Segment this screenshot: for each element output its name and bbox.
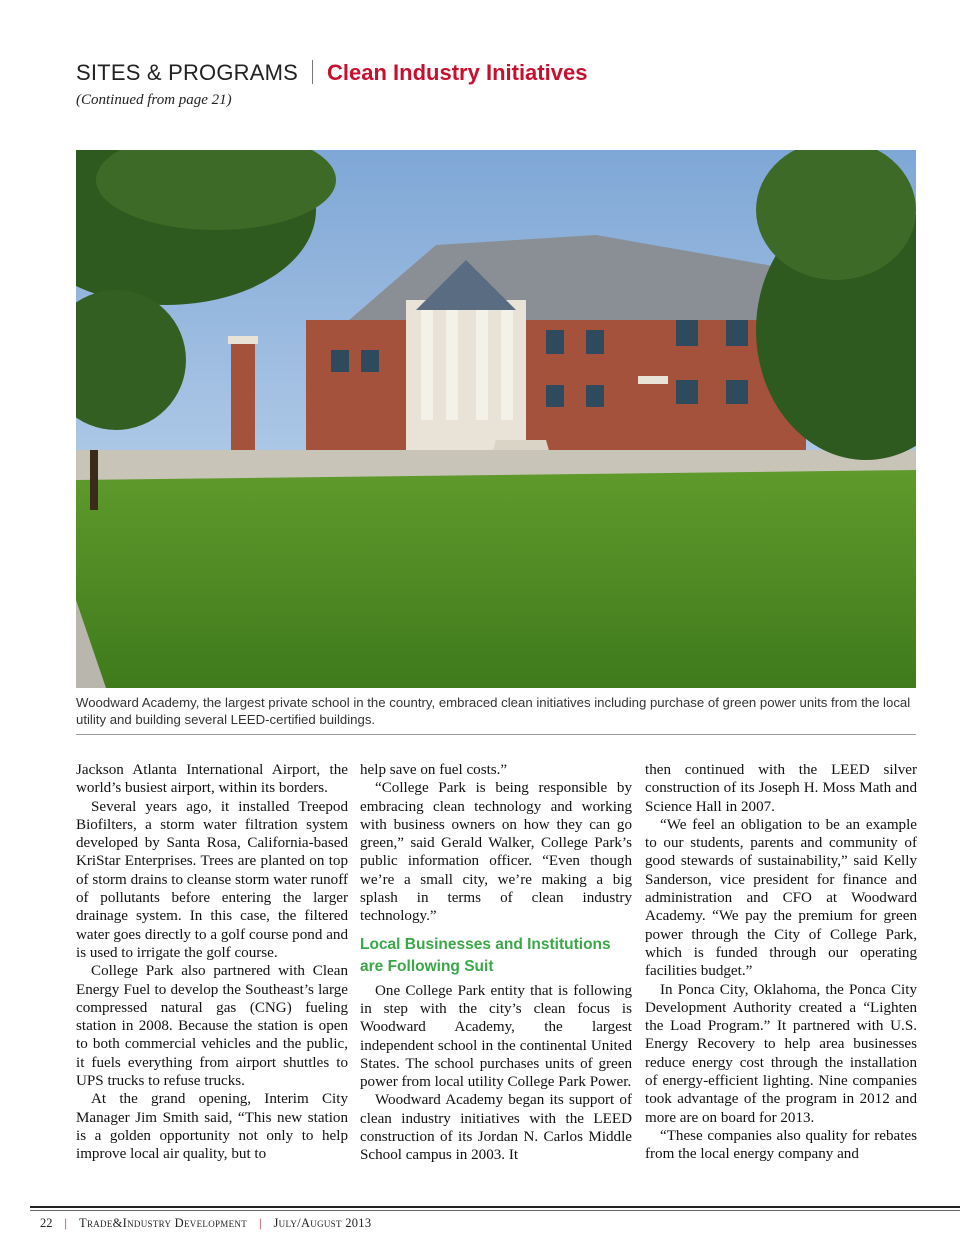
- article-column-3: [645, 761, 917, 1164]
- paragraph: College Park also partnered with Clean Energy Fuel to develop the Southeast’s large compressed natural gas (CNG) fueling station in 2008. Because the station is open to both commercial vehicles and the public, it fuels everything from airport shuttles to UPS trucks to refuse trucks.: [76, 963, 348, 1090]
- paragraph: help save on fuel costs.”: [360, 762, 508, 778]
- caption-rule: [76, 734, 916, 735]
- paragraph: At the grand opening, Interim City Manager Jim Smith said, “This new station is a golden opportunity not only to help improve local air quality, but to: [76, 1091, 348, 1163]
- article-column-1: [76, 761, 348, 1164]
- footer-rule: [30, 1206, 960, 1208]
- issue-date: July/August 2013: [273, 1216, 372, 1230]
- footer-rule-thin: [30, 1210, 960, 1211]
- footer-divider: |: [259, 1216, 262, 1230]
- paragraph: One College Park entity that is following in step with the city’s clean focus is Woodward Academy, the largest independent school in the continental United States. The school purchases units of green power from local utility College Park Power.: [360, 982, 632, 1091]
- header-divider: [312, 60, 313, 84]
- paragraph: In Ponca City, Oklahoma, the Ponca City Development Authority created a “Lighten the Load Program.” It partnered with U.S. Energy Recovery to help area businesses reduce energy cost through the installation of energy-efficient lighting. Nine companies took advantage of the program in 2012 and more are on board for 2013.: [645, 981, 917, 1126]
- paragraph: Woodward Academy began its support of clean industry initiatives with the LEED construction of its Jordan N. Carlos Middle School campus in 2003. It: [360, 1092, 632, 1164]
- photo-caption: Woodward Academy, the largest private school in the country, embraced clean initiatives including purchase of green power units from the local utility and building several LEED-certified buildings.: [76, 695, 911, 727]
- paragraph: Jackson Atlanta International Airport, the world’s busiest airport, within its borders.: [76, 762, 348, 797]
- paragraph: then continued with the LEED silver construction of its Joseph H. Moss Math and Science Hall in 2007.: [645, 762, 917, 815]
- section-subhead: Local Businesses and Institutions are Following Suit: [360, 935, 611, 975]
- page-footer: [40, 1216, 371, 1231]
- page-title: Clean Industry Initiatives: [327, 60, 588, 85]
- article-column-2: [360, 761, 632, 1165]
- paragraph: Several years ago, it installed Treepod Biofilters, a storm water filtration system developed by Santa Rosa, California-based KriStar Enterprises. Trees are planted on top of storm drains to cleanse storm water runoff of pollutants before entering the larger drainage system. In this case, the filtered water goes directly to a golf course pond and is used to irrigate the golf course.: [76, 798, 348, 961]
- page-number: 22: [40, 1216, 53, 1230]
- continued-note: (Continued from page 21): [76, 92, 232, 108]
- paragraph: “College Park is being responsible by embracing clean technology and working with business owners on how they can go green,” said Gerald Walker, College Park’s public information officer. “Even though we’re a small city, we’re making a big splash in terms of clean industry technology.”: [360, 780, 632, 925]
- paragraph: “These companies also quality for rebates from the local energy company and: [645, 1127, 917, 1163]
- campus-photo: [76, 150, 916, 688]
- paragraph: “We feel an obligation to be an example to our students, parents and community of good stewards of sustainability,” said Kelly Sanderson, vice president for finance and administration and CFO at Woodward Academy. “We pay the premium for green power through the City of College Park, which is funded through our operating facilities budget.”: [645, 816, 917, 980]
- section-label: SITES & PROGRAMS: [76, 60, 299, 85]
- footer-divider: |: [64, 1216, 68, 1230]
- page-header: [76, 60, 920, 86]
- publication-name: Trade&Industry Development: [79, 1216, 247, 1230]
